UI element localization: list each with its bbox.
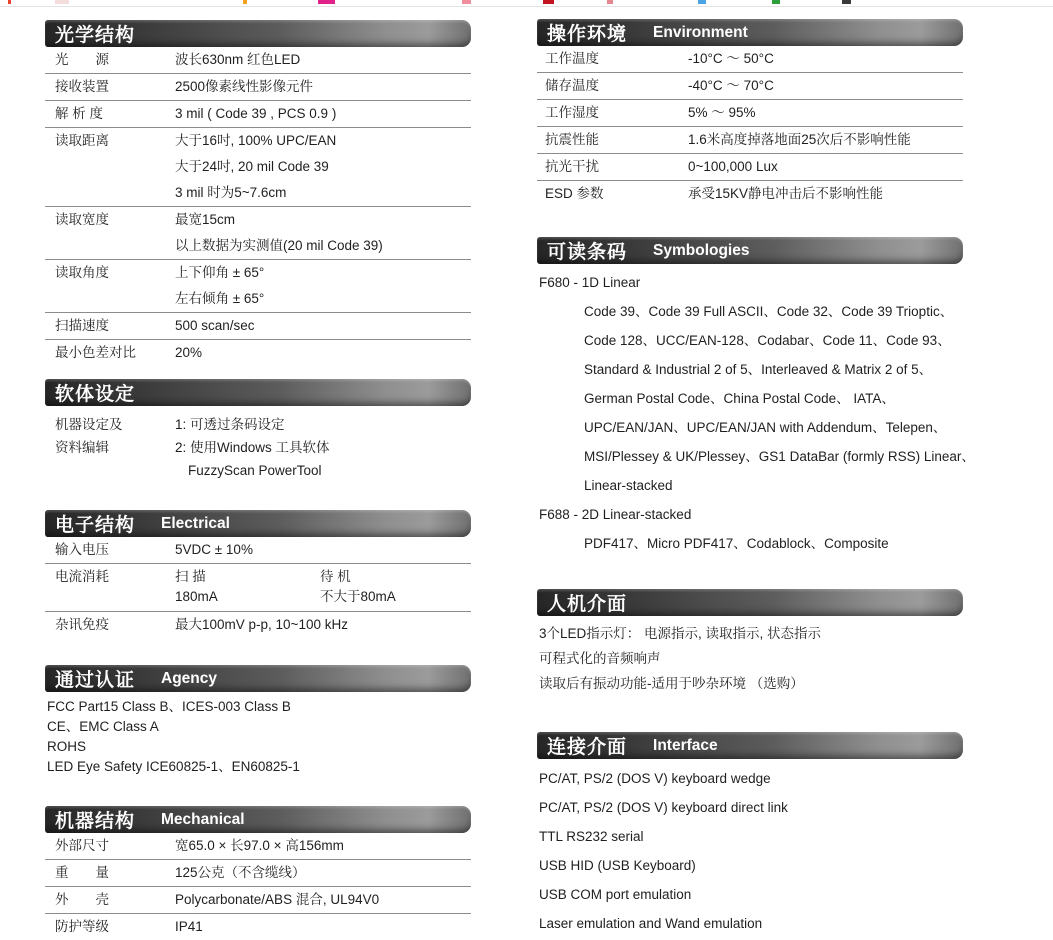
row-value: 最宽15cm xyxy=(175,212,236,227)
table-row xyxy=(537,181,963,207)
pair-value: 不大于80mA xyxy=(320,589,396,604)
interface-line: TTL RS232 serial xyxy=(539,829,644,844)
row-label: 重 量 xyxy=(55,865,109,880)
table-row xyxy=(537,46,963,73)
row-value: -40°C ～ 70°C xyxy=(688,78,774,93)
interface-line: Laser emulation and Wand emulation xyxy=(539,916,763,931)
pair-head: 待 机 xyxy=(320,569,351,584)
table-row xyxy=(45,537,471,564)
table-row xyxy=(45,74,471,101)
row-label: 外 壳 xyxy=(55,892,109,907)
section-mechanical xyxy=(45,806,471,940)
row-value: 2: 使用Windows 工具软体 xyxy=(175,440,330,455)
row-value: 宽65.0 × 长97.0 × 高156mm xyxy=(175,838,344,853)
interface-line: PC/AT, PS/2 (DOS V) keyboard direct link xyxy=(539,800,788,815)
row-value: 1.6米高度掉落地面25次后不影响性能 xyxy=(688,132,911,147)
row-value: 最大100mV p-p, 10~100 kHz xyxy=(175,617,348,632)
row-value: 大于24吋, 20 mil Code 39 xyxy=(175,159,329,174)
table-row xyxy=(537,154,963,181)
row-label: 储存温度 xyxy=(545,78,599,93)
row-value: 上下仰角 ± 65° xyxy=(175,265,265,280)
section-header-environment xyxy=(537,19,963,46)
row-value: 3 mil ( Code 39 , PCS 0.9 ) xyxy=(175,106,337,121)
row-value: 左右倾角 ± 65° xyxy=(175,291,265,306)
section-header-optical xyxy=(45,20,471,47)
section-title-en: Environment xyxy=(653,23,748,41)
table-row xyxy=(45,406,471,436)
table-row xyxy=(45,833,471,860)
table-row xyxy=(45,860,471,887)
right-column xyxy=(537,19,975,938)
table-row xyxy=(45,612,471,638)
interface-line: USB COM port emulation xyxy=(539,887,692,902)
table-row xyxy=(45,313,471,340)
section-header-interface xyxy=(537,732,963,759)
row-value: -10°C ～ 50°C xyxy=(688,51,774,66)
table-row xyxy=(45,436,471,482)
section-title-zh: 软体设定 xyxy=(55,384,136,405)
table-row xyxy=(537,127,963,154)
row-label: 输入电压 xyxy=(55,542,109,557)
row-label: 杂讯免疫 xyxy=(55,617,109,632)
row-label: 读取距离 xyxy=(55,133,109,148)
row-label: 电流消耗 xyxy=(55,569,109,584)
agency-line: ROHS xyxy=(47,739,87,754)
symbology-line: Standard & Industrial 2 of 5、Interleaved & Matrix 2 of 5、 xyxy=(584,362,933,377)
table-row xyxy=(45,128,471,207)
symbology-line: MSI/Plessey & UK/Plessey、GS1 DataBar (formly RSS) Linear、 xyxy=(584,449,975,464)
section-title-zh: 电子结构 xyxy=(55,515,136,536)
row-value: 以上数据为实测值(20 mil Code 39) xyxy=(175,238,383,253)
row-value: 5VDC ± 10% xyxy=(175,542,253,557)
row-value: 500 scan/sec xyxy=(175,318,255,333)
bookmark-favicon[interactable] xyxy=(543,0,554,4)
browser-divider-line xyxy=(0,6,1053,7)
row-label: 防护等级 xyxy=(55,919,109,934)
bookmark-favicon[interactable] xyxy=(698,0,706,4)
bookmark-favicon[interactable] xyxy=(772,0,780,4)
row-label: 外部尺寸 xyxy=(55,838,109,853)
row-value: 3 mil 时为5~7.6cm xyxy=(175,185,287,200)
row-value: 波长630nm 红色LED xyxy=(175,52,301,67)
section-title-zh: 可读条码 xyxy=(547,242,628,263)
section-hmi xyxy=(537,589,963,696)
pair-value: 180mA xyxy=(175,589,218,604)
bookmark-favicon[interactable] xyxy=(607,0,613,4)
section-title-zh: 通过认证 xyxy=(55,670,136,691)
current-standby xyxy=(320,567,465,607)
row-value: 2500像素线性影像元件 xyxy=(175,79,314,94)
row-value: Polycarbonate/ABS 混合, UL94V0 xyxy=(175,892,380,907)
agency-line: FCC Part15 Class B、ICES-003 Class B xyxy=(47,699,291,714)
symbology-line: Linear-stacked xyxy=(584,478,673,493)
symbology-model-heading: F680 - 1D Linear xyxy=(539,275,641,290)
row-label: 扫描速度 xyxy=(55,318,109,333)
interface-line: USB HID (USB Keyboard) xyxy=(539,858,696,873)
symbology-line: PDF417、Micro PDF417、Codablock、Composite xyxy=(584,536,889,551)
row-label: 读取角度 xyxy=(55,265,109,280)
agency-line: CE、EMC Class A xyxy=(47,719,159,734)
row-label: 资料编辑 xyxy=(55,440,109,455)
hmi-line: 读取后有振动功能-适用于吵杂环境 （选购） xyxy=(539,676,804,691)
symbology-model-heading: F688 - 2D Linear-stacked xyxy=(539,507,692,522)
section-header-agency xyxy=(45,665,471,692)
row-label: 工作温度 xyxy=(545,51,599,66)
row-value: 5% ～ 95% xyxy=(688,105,756,120)
row-label: 光 源 xyxy=(55,52,109,67)
section-symbologies xyxy=(537,237,975,558)
bookmark-favicon[interactable] xyxy=(8,0,11,4)
table-row xyxy=(537,100,963,127)
row-label: 最小色差对比 xyxy=(55,345,136,360)
section-title-en: Agency xyxy=(161,669,218,687)
bookmark-favicon[interactable] xyxy=(842,0,851,4)
bookmark-favicon[interactable] xyxy=(318,0,335,4)
pair-head: 扫 描 xyxy=(175,569,206,584)
section-electrical xyxy=(45,510,471,638)
section-title-en: Mechanical xyxy=(161,810,245,828)
section-title-en: Interface xyxy=(653,736,718,754)
symbology-line: Code 39、Code 39 Full ASCII、Code 32、Code 39 Trioptic、 xyxy=(584,304,954,319)
section-title-zh: 光学结构 xyxy=(55,25,136,46)
row-value: 125公克（不含缆线） xyxy=(175,865,306,880)
section-header-hmi xyxy=(537,589,963,616)
symbology-line: UPC/EAN/JAN、UPC/EAN/JAN with Addendum、Telepen、 xyxy=(584,420,947,435)
section-software xyxy=(45,379,471,482)
section-header-symbologies xyxy=(537,237,963,264)
row-label: 机器设定及 xyxy=(55,417,123,432)
interface-line: PC/AT, PS/2 (DOS V) keyboard wedge xyxy=(539,771,771,786)
section-optical xyxy=(45,20,471,366)
row-label: 接收装置 xyxy=(55,79,109,94)
row-value: 大于16吋, 100% UPC/EAN xyxy=(175,133,337,148)
row-value: IP41 xyxy=(175,919,203,934)
section-title-en: Symbologies xyxy=(653,241,750,259)
table-row xyxy=(45,887,471,914)
table-row xyxy=(537,73,963,100)
section-title-zh: 机器结构 xyxy=(55,811,136,832)
current-scanning xyxy=(175,567,320,607)
row-label: 解 析 度 xyxy=(55,106,104,121)
table-row xyxy=(45,564,471,612)
section-title-zh: 操作环境 xyxy=(547,24,628,45)
bookmark-favicon[interactable] xyxy=(243,0,247,4)
table-row xyxy=(45,340,471,366)
left-column xyxy=(45,20,471,940)
bookmark-favicon[interactable] xyxy=(55,0,69,4)
symbology-line: Code 128、UCC/EAN-128、Codabar、Code 11、Code 93、 xyxy=(584,333,951,348)
section-header-mechanical xyxy=(45,806,471,833)
row-value: FuzzyScan PowerTool xyxy=(188,463,322,478)
row-value: 20% xyxy=(175,345,203,360)
agency-line: LED Eye Safety ICE60825-1、EN60825-1 xyxy=(47,759,300,774)
row-value: 承受15KV静电冲击后不影响性能 xyxy=(688,186,884,201)
section-title-zh: 连接介面 xyxy=(547,737,628,758)
section-title-en: Electrical xyxy=(161,514,230,532)
section-environment xyxy=(537,19,963,207)
table-row xyxy=(45,47,471,74)
table-row xyxy=(45,101,471,128)
hmi-line: 可程式化的音频响声 xyxy=(539,651,661,666)
row-value: 1: 可透过条码设定 xyxy=(175,417,285,432)
table-row xyxy=(45,260,471,313)
row-label: 工作湿度 xyxy=(545,105,599,120)
bookmark-favicon[interactable] xyxy=(462,0,471,4)
section-header-electrical xyxy=(45,510,471,537)
section-interface xyxy=(537,732,963,938)
row-label: 抗震性能 xyxy=(545,132,599,147)
row-label: 抗光干扰 xyxy=(545,159,599,174)
hmi-line: 3个LED指示灯： 电源指示, 读取指示, 状态指示 xyxy=(539,626,822,641)
table-row xyxy=(45,914,471,940)
row-label: ESD 参数 xyxy=(545,186,604,201)
row-label: 读取宽度 xyxy=(55,212,109,227)
symbology-line: German Postal Code、China Postal Code、 IATA、 xyxy=(584,391,895,406)
section-header-software xyxy=(45,379,471,406)
section-title-zh: 人机介面 xyxy=(547,594,628,615)
table-row xyxy=(45,207,471,260)
row-value: 0~100,000 Lux xyxy=(688,159,778,174)
browser-bookmarks-remnant xyxy=(0,0,1053,8)
section-agency xyxy=(45,665,471,777)
